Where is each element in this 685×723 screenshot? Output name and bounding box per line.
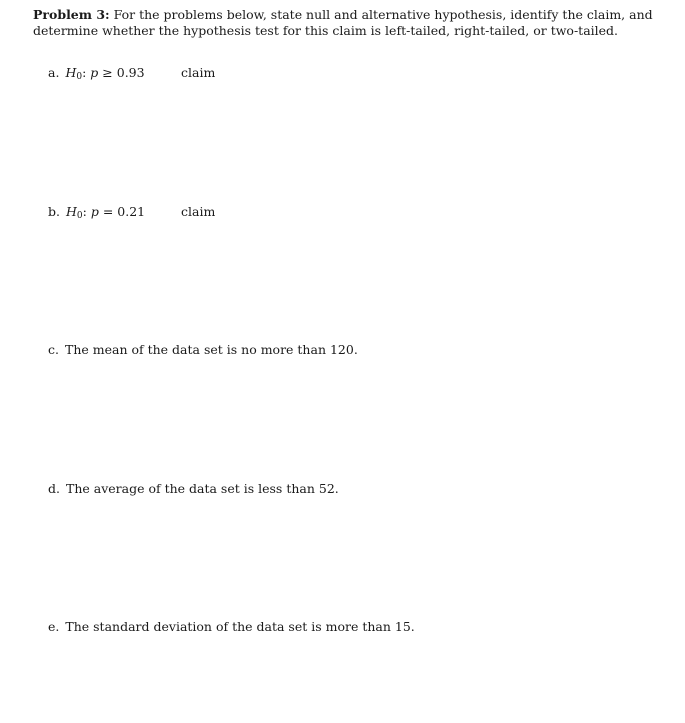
problem-text: For the problems below, state null and alternative hypothesis, identify the claim, and determine whether the hypothesis test for this claim is left-tailed, right-tailed, or two-tailed. [33,7,653,38]
item-e [48,619,415,635]
item-letter: b. [48,204,60,219]
hypothesis-relation: = [102,204,114,219]
item-letter: a. [48,65,60,80]
hypothesis-variable: H [65,204,77,219]
item-b [48,204,145,224]
hypothesis-subscript: 0 [76,72,83,82]
item-letter: d. [48,481,60,496]
item-d [48,481,339,497]
item-letter: e. [48,619,60,634]
hypothesis-relation: ≥ [102,65,113,80]
hypothesis-subscript: 0 [76,211,83,221]
item-c [48,342,358,358]
item-text: The mean of the data set is no more than 120. [64,342,358,357]
hypothesis-variable: H [65,65,77,80]
problem-label: Problem 3: [33,7,110,22]
hypothesis-value: 0.21 [117,204,146,219]
problem-statement [33,7,663,39]
claim-label-a: claim [181,65,216,80]
hypothesis-parameter: p [90,65,99,80]
item-a [48,65,145,85]
item-text: The average of the data set is less than 52. [65,481,339,496]
claim-label-b: claim [181,204,216,219]
item-text: The standard deviation of the data set is more than 15. [65,619,415,634]
hypothesis-value: 0.93 [116,65,145,80]
item-letter: c. [48,342,59,357]
hypothesis-parameter: p [90,204,99,219]
hypothesis-colon: : [82,204,87,219]
hypothesis-colon: : [82,65,87,80]
